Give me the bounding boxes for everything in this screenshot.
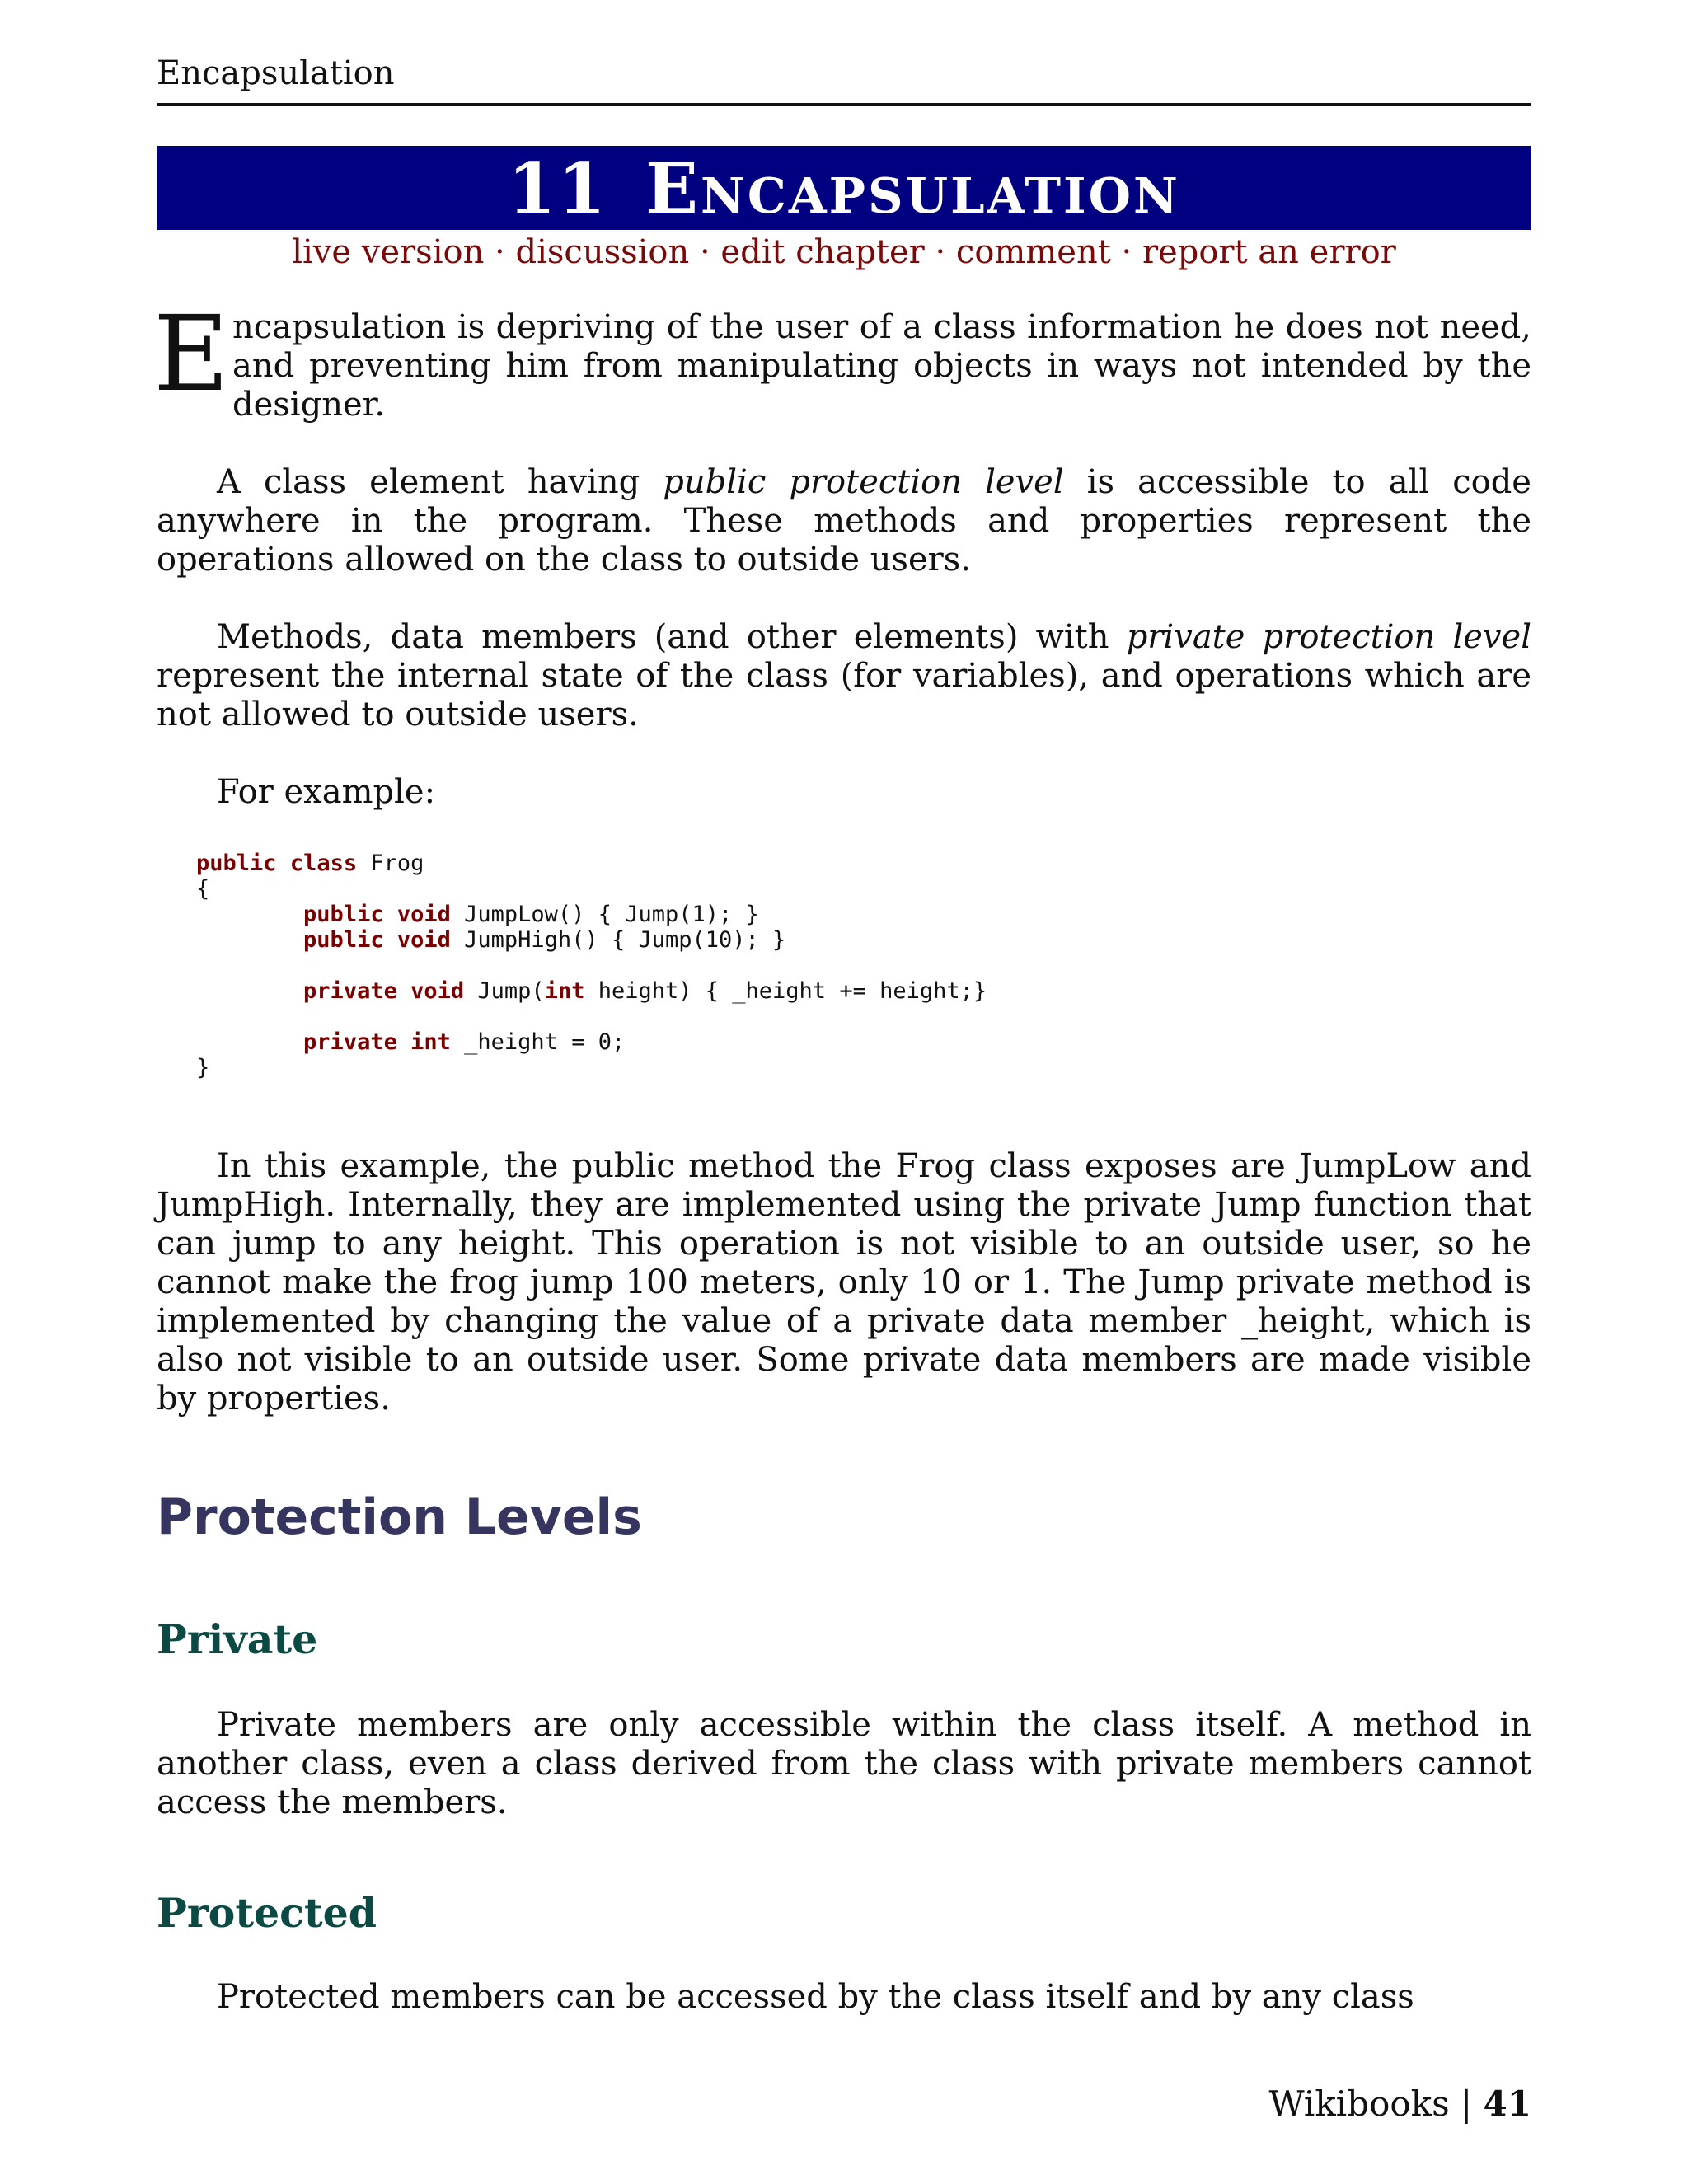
comment-link[interactable]: comment	[955, 233, 1111, 271]
protected-heading: Protected	[157, 1889, 377, 1937]
page-footer	[1268, 2083, 1531, 2124]
code-text: _height = 0;	[450, 1029, 626, 1055]
footer-source: Wikibooks	[1268, 2083, 1450, 2124]
paragraph-text: represent the internal state of the class (for variables), and operations which are not allowed to outside users.	[157, 657, 1531, 733]
code-keyword: void	[396, 927, 451, 953]
code-keyword: public	[303, 902, 384, 927]
code-line: {	[196, 876, 210, 902]
code-keyword: public	[303, 927, 384, 953]
discussion-link[interactable]: discussion	[515, 233, 690, 271]
code-keyword: private	[303, 1029, 397, 1055]
code-line	[196, 927, 785, 953]
link-separator: ·	[1121, 233, 1132, 271]
private-level-paragraph	[157, 618, 1531, 734]
code-keyword: int	[410, 1029, 451, 1055]
code-text: Jump(	[464, 978, 545, 1004]
page-number: 41	[1483, 2083, 1531, 2124]
paragraph-text: is accessible to all code anywhere in the program. These methods and properties represent the operations allowed on the class to outside users.	[157, 463, 1531, 579]
code-text: JumpHigh() { Jump(10); }	[450, 927, 786, 953]
live-version-link[interactable]: live version	[292, 233, 485, 271]
intro-paragraph	[153, 293, 1531, 424]
code-keyword: public	[196, 851, 277, 876]
header-rule	[157, 103, 1531, 106]
code-keyword: class	[289, 851, 358, 876]
public-level-paragraph	[157, 463, 1531, 579]
private-level-term: private protection level	[1126, 618, 1531, 656]
public-level-term: public protection level	[663, 463, 1064, 501]
link-separator: ·	[495, 233, 505, 271]
code-line	[196, 851, 424, 876]
drop-cap: E	[153, 293, 229, 415]
code-text: height) { _height += height;}	[584, 978, 987, 1004]
protected-paragraph: Protected members can be accessed by the class itself and by any class	[217, 1978, 1414, 2016]
example-explanation-paragraph: In this example, the public method the Frog class exposes are JumpLow and JumpHigh. Internally, they are implemented using the private Jump function that can jump to any height. This operation is not visible to an outside user, so he cannot make the frog jump 100 meters, only 10 or 1. The Jump private method is implemented by changing the value of a private data member _height, which is also not visible to an outside user. Some private data members are made visible by properties.	[157, 1147, 1531, 1418]
report-error-link[interactable]: report an error	[1142, 233, 1396, 271]
chapter-number: 11	[508, 147, 607, 229]
running-head: Encapsulation	[157, 54, 395, 92]
code-keyword: int	[544, 978, 585, 1004]
footer-divider: |	[1461, 2083, 1473, 2124]
link-separator: ·	[935, 233, 946, 271]
code-text: JumpLow() { Jump(1); }	[450, 902, 759, 927]
code-line	[196, 1029, 625, 1055]
code-block	[196, 851, 987, 1080]
section-heading: Protection Levels	[157, 1488, 642, 1546]
chapter-banner	[157, 146, 1531, 230]
code-keyword: private	[303, 978, 397, 1004]
code-line	[196, 978, 987, 1004]
code-text: Frog	[357, 851, 424, 876]
code-keyword: void	[396, 902, 451, 927]
private-paragraph: Private members are only accessible within the class itself. A method in another class, even a class derived from the class with private members cannot access the members.	[157, 1706, 1531, 1821]
code-line: }	[196, 1055, 210, 1080]
edit-chapter-link[interactable]: edit chapter	[720, 233, 925, 271]
chapter-title: Encapsulation	[645, 147, 1180, 229]
code-line	[196, 902, 759, 927]
paragraph-text: A class element having	[217, 463, 663, 501]
intro-text: ncapsulation is depriving of the user of a class information he does not need, and preventing him from manipulating objects in ways not intended by the designer.	[232, 308, 1531, 424]
private-heading: Private	[157, 1615, 318, 1663]
paragraph-text: Methods, data members (and other elements) with	[217, 618, 1127, 656]
chapter-links	[157, 233, 1531, 271]
code-keyword: void	[410, 978, 465, 1004]
for-example-paragraph: For example:	[217, 773, 436, 811]
link-separator: ·	[699, 233, 710, 271]
